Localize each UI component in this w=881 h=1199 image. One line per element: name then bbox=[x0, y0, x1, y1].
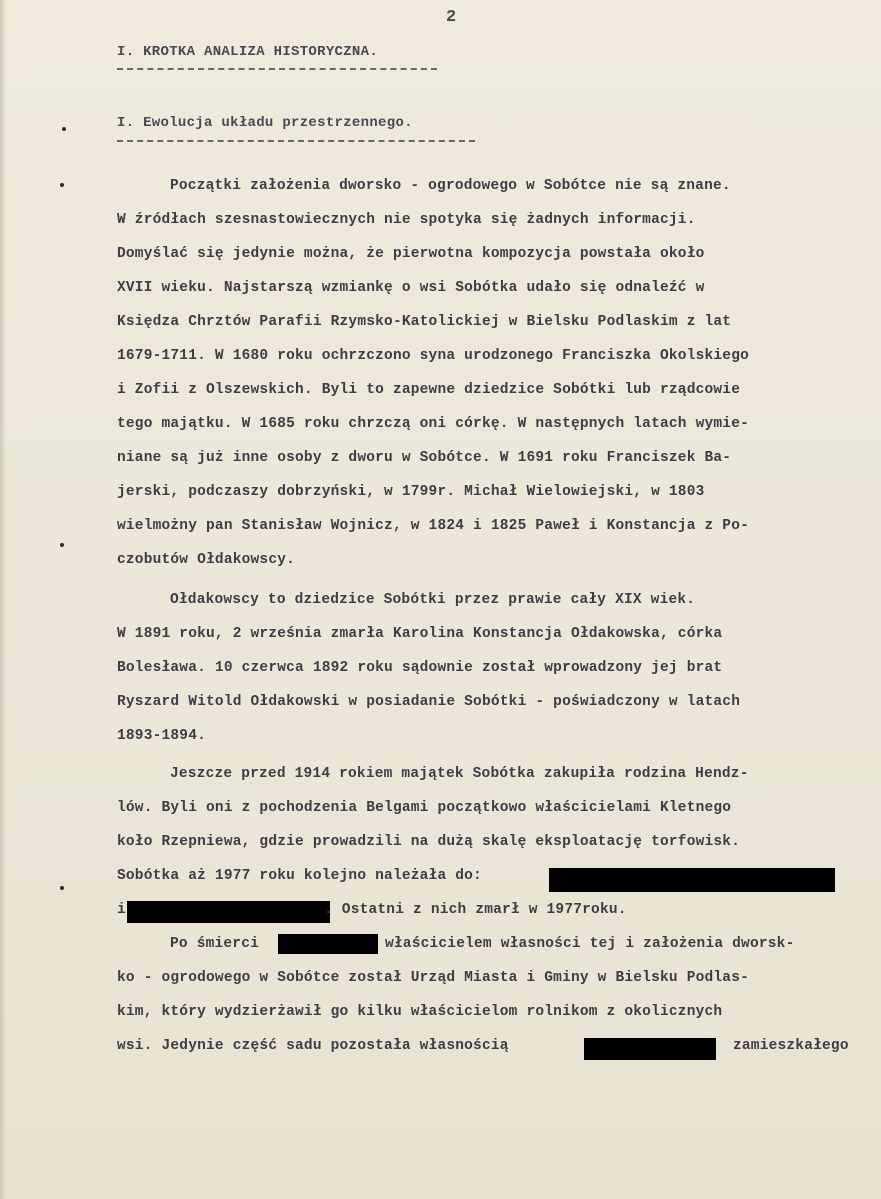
text-line: jerski, podczaszy dobrzyński, w 1799r. Michał Wielowiejski, w 1803 bbox=[117, 484, 705, 500]
text-line: czobutów Ołdakowscy. bbox=[117, 552, 296, 568]
text-line: właścicielem własności tej i założenia dworsk- bbox=[385, 936, 795, 952]
text-line: Po śmierci bbox=[170, 936, 260, 952]
page-edge-shadow bbox=[0, 0, 6, 1199]
text-line: niane są już inne osoby z dworu w Sobótce. W 1691 roku Franciszek Ba- bbox=[117, 450, 732, 466]
text-line: lów. Byli oni z pochodzenia Belgami początkowo właścicielami Kletnego bbox=[117, 800, 732, 816]
text-line: wielmożny pan Stanisław Wojnicz, w 1824 i 1825 Paweł i Konstancja z Po- bbox=[117, 518, 750, 534]
text-line: wsi. Jedynie część sadu pozostała własnością bbox=[117, 1038, 509, 1054]
punch-hole-mark bbox=[60, 886, 64, 890]
redaction-bar bbox=[584, 1038, 716, 1060]
punch-hole-mark bbox=[60, 543, 64, 547]
section-heading-underline bbox=[117, 68, 437, 70]
text-line: Ołdakowscy to dziedzice Sobótki przez prawie cały XIX wiek. bbox=[170, 592, 696, 608]
subsection-heading-underline bbox=[117, 140, 475, 142]
subsection-heading: I. Ewolucja układu przestrzennego. bbox=[117, 115, 413, 131]
text-line: ko - ogrodowego w Sobótce został Urząd Miasta i Gminy w Bielsku Podlas- bbox=[117, 970, 750, 986]
section-heading: I. KROTKA ANALIZA HISTORYCZNA. bbox=[117, 44, 379, 60]
text-line: Ryszard Witold Ołdakowski w posiadanie Sobótki - poświadczony w latach bbox=[117, 694, 741, 710]
text-line: 1679-1711. W 1680 roku ochrzczono syna urodzonego Franciszka Okolskiego bbox=[117, 348, 750, 364]
text-line: tego majątku. W 1685 roku chrzczą oni córkę. W następnych latach wymie- bbox=[117, 416, 750, 432]
text-line: kim, który wydzierżawił go kilku właścicielom rolnikom z okolicznych bbox=[117, 1004, 723, 1020]
text-line: Bolesława. 10 czerwca 1892 roku sądownie został wprowadzony jej brat bbox=[117, 660, 723, 676]
text-line: XVII wieku. Najstarszą wzmiankę o wsi Sobótka udało się odnaleźć w bbox=[117, 280, 705, 296]
redaction-bar bbox=[127, 901, 330, 923]
page-number: 2 bbox=[446, 8, 457, 27]
text-line: zamieszkałego bbox=[733, 1038, 849, 1054]
punch-hole-mark bbox=[60, 183, 64, 187]
text-line: Domyślać się jedynie można, że pierwotna kompozycja powstała około bbox=[117, 246, 705, 262]
redaction-bar bbox=[278, 934, 378, 954]
text-line: Księdza Chrztów Parafii Rzymsko-Katolickiej w Bielsku Podlaskim z lat bbox=[117, 314, 732, 330]
text-line: W źródłach szesnastowiecznych nie spotyka się żadnych informacji. bbox=[117, 212, 696, 228]
text-line: Sobótka aż 1977 roku kolejno należała do: bbox=[117, 868, 482, 884]
text-line: Początki założenia dworsko - ogrodowego w Sobótce nie są znane. bbox=[170, 178, 731, 194]
text-line: i bbox=[117, 902, 126, 918]
text-line: Jeszcze przed 1914 rokiem majątek Sobótka zakupiła rodzina Hendz- bbox=[170, 766, 749, 782]
punch-hole-mark bbox=[62, 127, 66, 131]
redaction-bar bbox=[549, 868, 835, 892]
text-line: . Ostatni z nich zmarł w 1977roku. bbox=[324, 902, 627, 918]
text-line: W 1891 roku, 2 września zmarła Karolina Konstancja Ołdakowska, córka bbox=[117, 626, 723, 642]
text-line: koło Rzepniewa, gdzie prowadzili na dużą skalę eksploatację torfowisk. bbox=[117, 834, 741, 850]
text-line: i Zofii z Olszewskich. Byli to zapewne dziedzice Sobótki lub rządcowie bbox=[117, 382, 741, 398]
text-line: 1893-1894. bbox=[117, 728, 207, 744]
